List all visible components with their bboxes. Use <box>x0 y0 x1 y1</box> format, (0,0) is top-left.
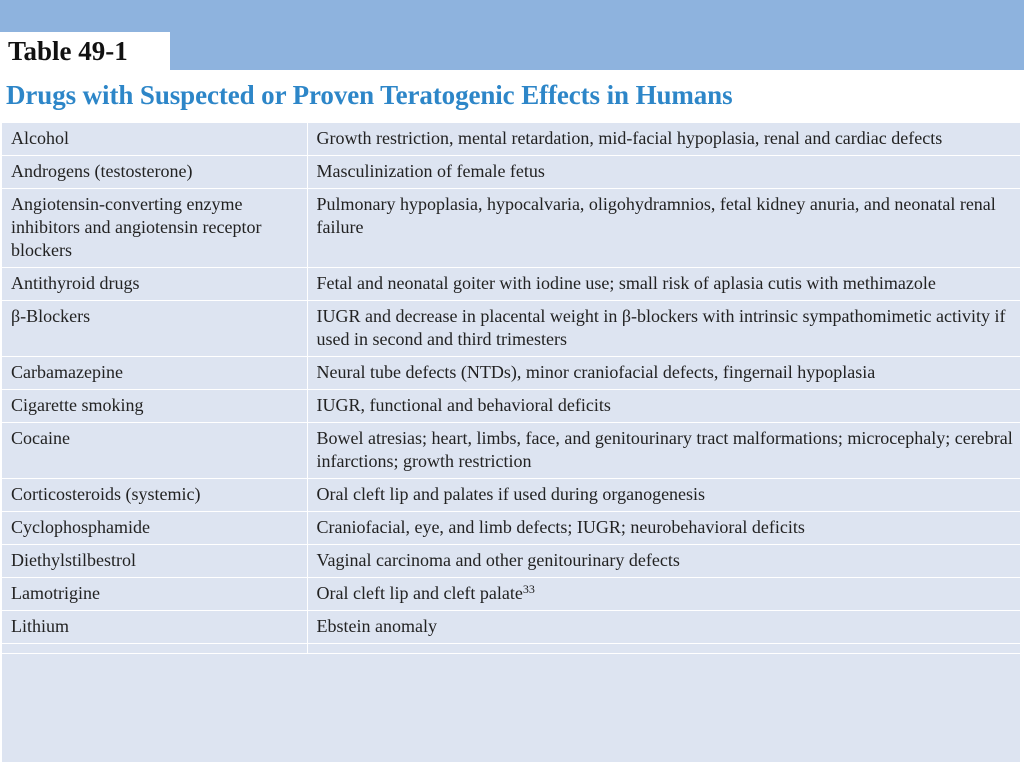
drug-name-cell: Diethylstilbestrol <box>2 545 307 578</box>
table-title: Drugs with Suspected or Proven Teratogenic Effects in Humans <box>6 80 733 110</box>
drug-name-cell: Angiotensin-converting enzyme inhibitors and angiotensin receptor blockers <box>2 189 307 268</box>
effect-text: Pulmonary hypoplasia, hypocalvaria, oligohydramnios, fetal kidney anuria, and neonatal renal failure <box>316 194 996 237</box>
table-row <box>2 423 1020 479</box>
table-row <box>2 644 1020 654</box>
effect-text: Fetal and neonatal goiter with iodine use; small risk of aplasia cutis with methimazole <box>316 273 936 293</box>
table-row <box>2 156 1020 189</box>
drug-name-cell: Lamotrigine <box>2 578 307 611</box>
effect-cell <box>307 611 1020 644</box>
effect-cell <box>307 357 1020 390</box>
effect-cell <box>307 578 1020 611</box>
teratogen-table <box>2 122 1020 654</box>
table-banner <box>0 0 1024 70</box>
table-row <box>2 123 1020 156</box>
drug-name-cell: Carbamazepine <box>2 357 307 390</box>
table-number: Table 49-1 <box>8 36 128 66</box>
table-row <box>2 545 1020 578</box>
effect-cell <box>307 189 1020 268</box>
effect-text: IUGR, functional and behavioral deficits <box>316 395 611 415</box>
effect-cell <box>307 479 1020 512</box>
effect-cell <box>307 123 1020 156</box>
effect-cell <box>307 301 1020 357</box>
table-row <box>2 479 1020 512</box>
table-row <box>2 611 1020 644</box>
table-row <box>2 189 1020 268</box>
effect-text: Growth restriction, mental retardation, mid-facial hypoplasia, renal and cardiac defects <box>316 128 943 148</box>
effect-text: Oral cleft lip and cleft palate <box>316 583 523 603</box>
table-row <box>2 268 1020 301</box>
effect-text: Masculinization of female fetus <box>316 161 545 181</box>
effect-cell <box>307 390 1020 423</box>
effect-cell <box>307 268 1020 301</box>
effect-text: Craniofacial, eye, and limb defects; IUGR; neurobehavioral deficits <box>316 517 805 537</box>
effect-text: Neural tube defects (NTDs), minor craniofacial defects, fingernail hypoplasia <box>316 362 876 382</box>
drug-name-cell: Lithium <box>2 611 307 644</box>
table-row <box>2 512 1020 545</box>
drug-name-cell: Cigarette smoking <box>2 390 307 423</box>
table-row <box>2 301 1020 357</box>
effect-cell <box>307 512 1020 545</box>
effect-cell <box>307 644 1020 654</box>
table-row <box>2 578 1020 611</box>
table-row <box>2 357 1020 390</box>
drug-name-cell: Antithyroid drugs <box>2 268 307 301</box>
drug-name-cell: Cyclophosphamide <box>2 512 307 545</box>
effect-cell <box>307 156 1020 189</box>
teratogen-table-container <box>2 122 1020 762</box>
drug-name-cell: Corticosteroids (systemic) <box>2 479 307 512</box>
reference-superscript: 33 <box>522 582 535 596</box>
table-row <box>2 390 1020 423</box>
effect-text: Bowel atresias; heart, limbs, face, and genitourinary tract malformations; microcephaly; cerebral infarctions; growth restriction <box>316 428 1013 471</box>
effect-cell <box>307 545 1020 578</box>
effect-text: Vaginal carcinoma and other genitourinary defects <box>316 550 680 570</box>
effect-text: Ebstein anomaly <box>316 616 437 636</box>
drug-name-cell: Androgens (testosterone) <box>2 156 307 189</box>
effect-text: IUGR and decrease in placental weight in β-blockers with intrinsic sympathomimetic activity if used in second and third trimesters <box>316 306 1006 349</box>
drug-name-cell <box>2 644 307 654</box>
drug-name-cell: β-Blockers <box>2 301 307 357</box>
drug-name-cell: Alcohol <box>2 123 307 156</box>
table-body <box>2 123 1020 654</box>
effect-text: Oral cleft lip and palates if used during organogenesis <box>316 484 706 504</box>
drug-name-cell: Cocaine <box>2 423 307 479</box>
effect-cell <box>307 423 1020 479</box>
